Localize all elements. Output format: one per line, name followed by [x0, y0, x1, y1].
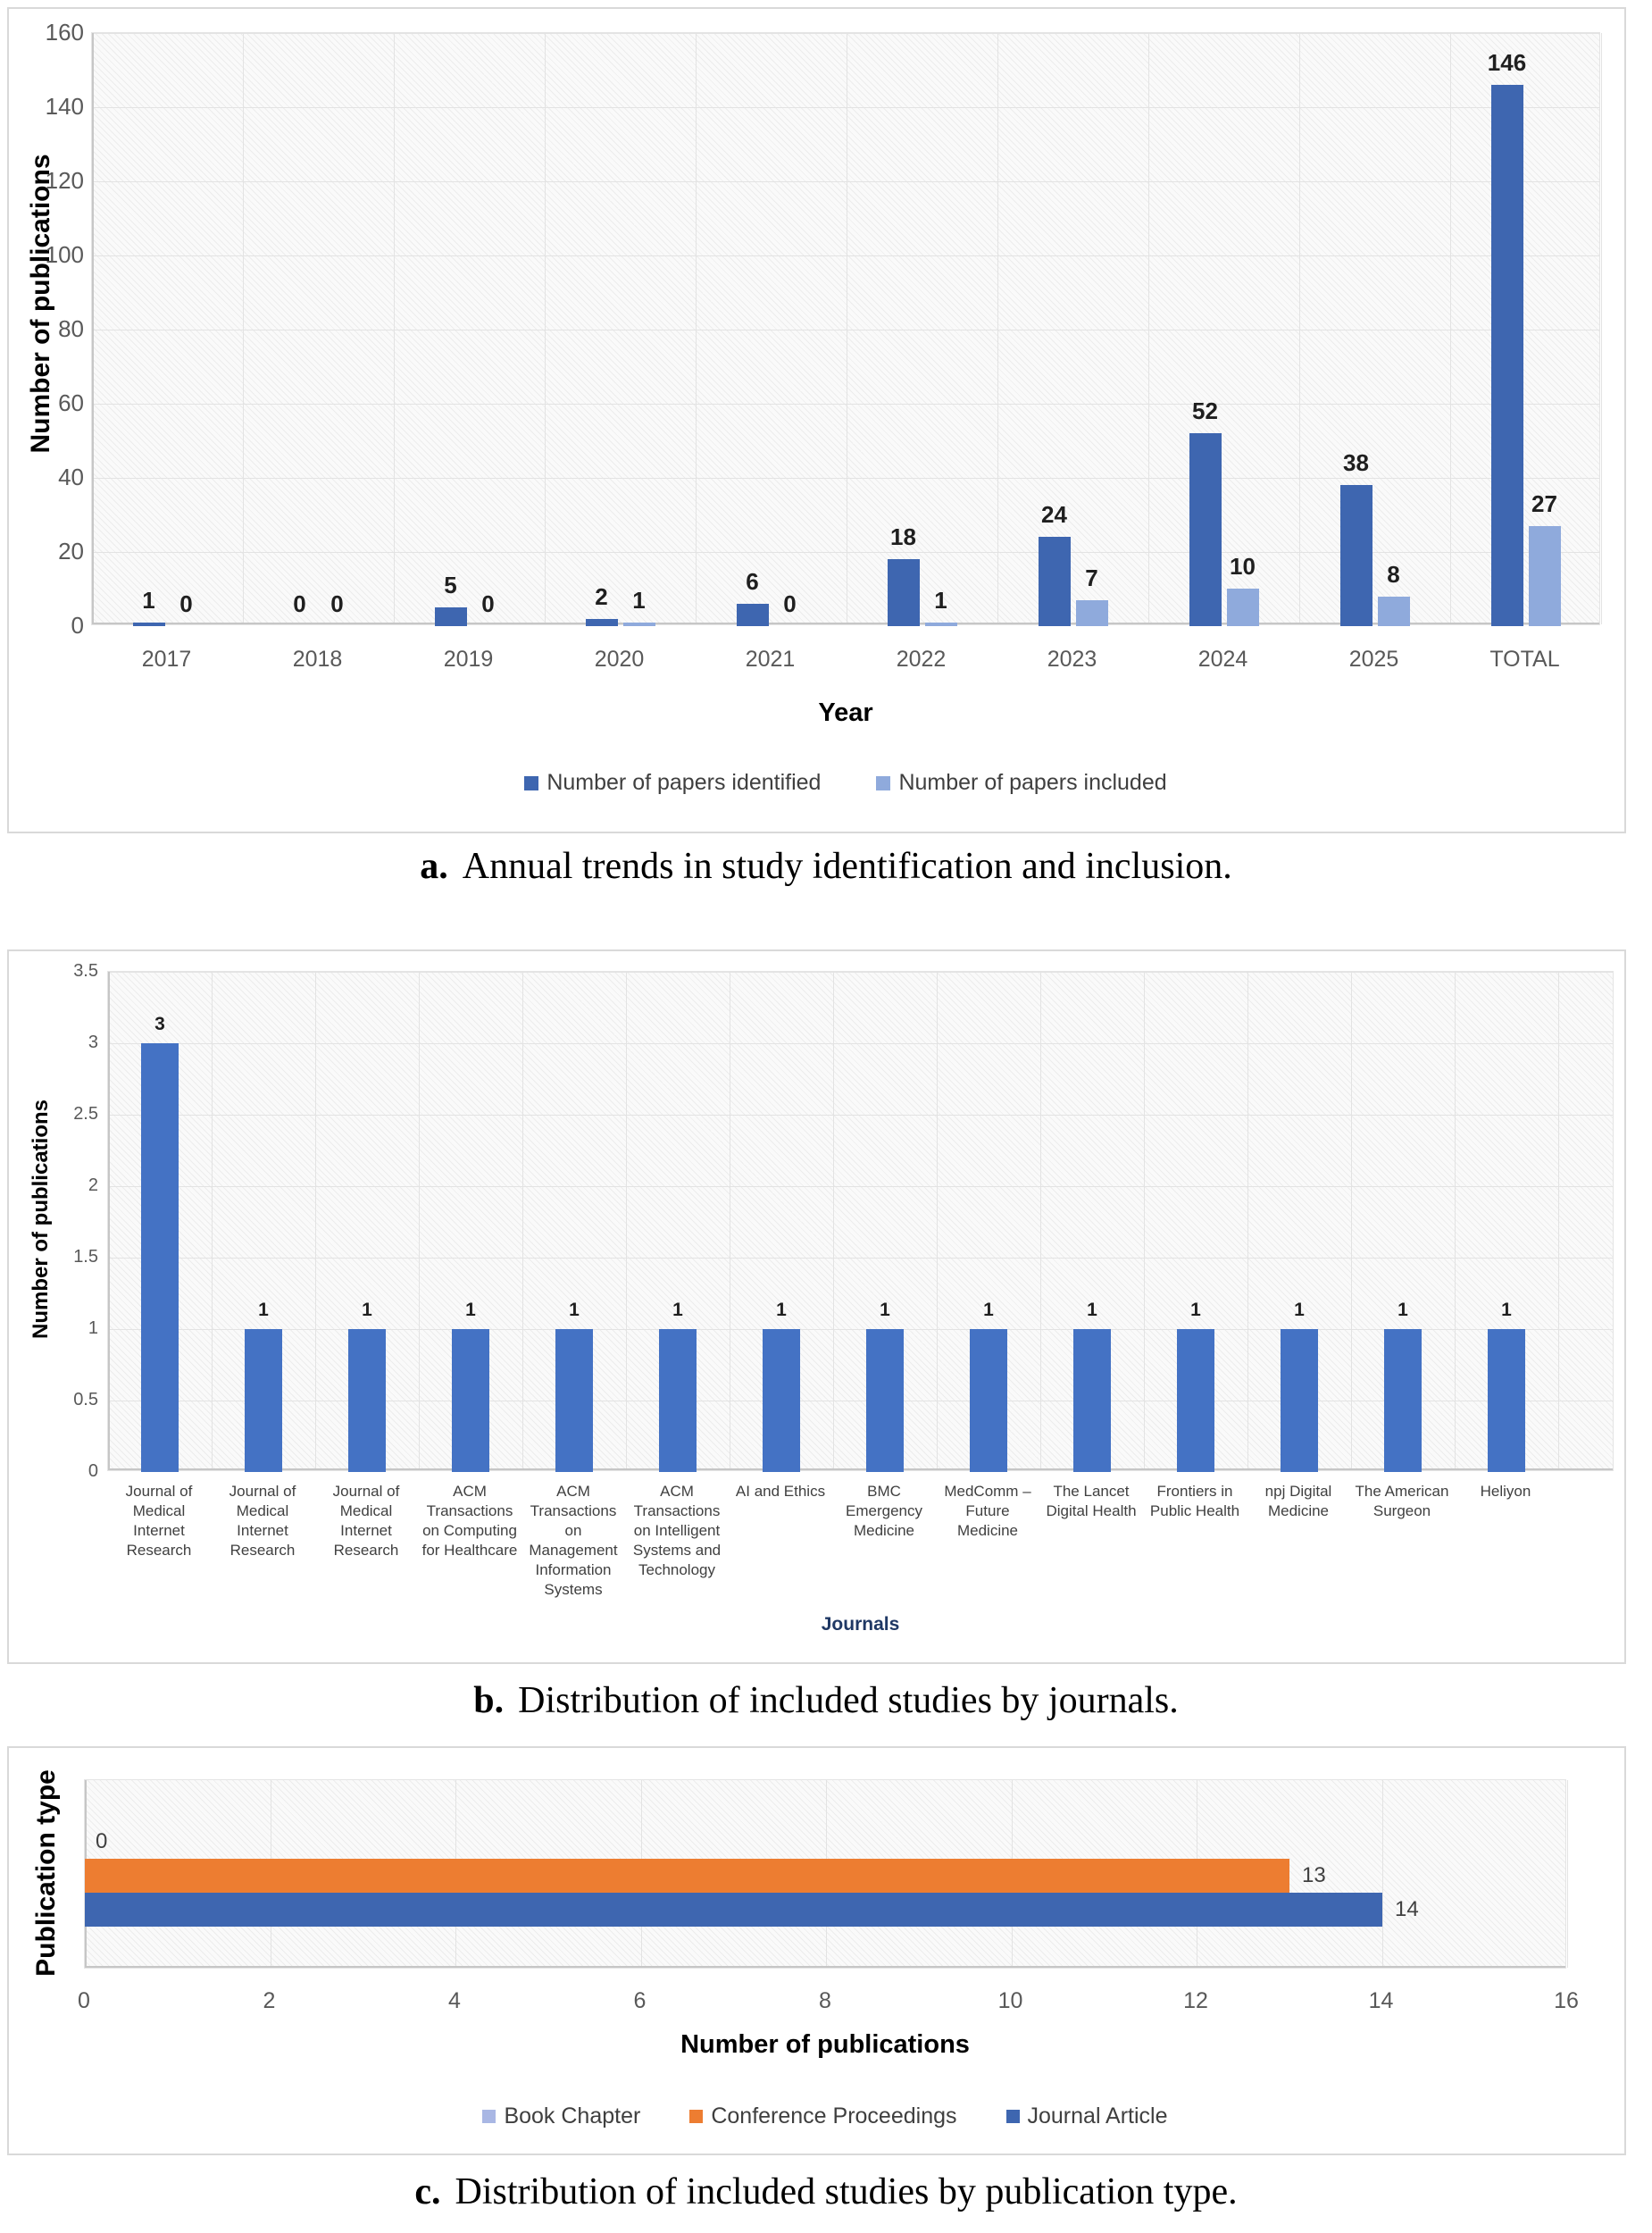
bar — [1384, 1329, 1422, 1472]
bar — [1488, 1329, 1525, 1472]
x-tick-label: 6 — [633, 1988, 647, 2013]
grid-line-v — [419, 972, 420, 1470]
x-tick-label: TOTAL — [1489, 647, 1560, 672]
y-tick-label: 0 — [88, 1461, 98, 1481]
grid-line-v — [1601, 33, 1602, 624]
journal-label: BMC Emergency Medicine — [846, 1483, 922, 1539]
grid-line-v — [1450, 33, 1451, 624]
journal-label: MedComm – Future Medicine — [944, 1483, 1031, 1539]
chart-a-x-axis-title: Year — [818, 698, 873, 727]
x-tick-label: 16 — [1554, 1988, 1579, 2013]
x-tick-label: 2021 — [745, 647, 796, 672]
caption-b-letter: b. — [473, 1680, 505, 1721]
grid-line-v — [1455, 972, 1456, 1470]
bar — [348, 1329, 386, 1472]
bar-value-label: 2 — [595, 583, 608, 610]
legend-item — [524, 770, 821, 796]
grid-line-v — [1144, 972, 1145, 1470]
legend-item — [876, 770, 1166, 796]
chart-b-x-tick-labels — [107, 1482, 1614, 1616]
bar — [85, 1859, 1289, 1893]
chart-a-y-axis-title: Number of publications — [26, 154, 55, 454]
chart-a-plot — [91, 32, 1600, 625]
chart-a-x-tick-labels — [91, 645, 1600, 675]
grid-line-h — [92, 181, 1599, 182]
grid-line-h — [108, 1258, 1613, 1259]
grid-line-v — [1567, 1780, 1568, 1968]
x-tick-label: 12 — [1183, 1988, 1208, 2013]
grid-line-v — [626, 972, 627, 1470]
bar-value-label: 14 — [1395, 1897, 1419, 1921]
chart-c-x-axis-title: Number of publications — [680, 2030, 970, 2059]
journal-label: ACM Transactions on Management Information Systems — [529, 1483, 618, 1598]
bar-value-label: 1 — [465, 1300, 476, 1320]
chart-a-y-tick-labels — [9, 19, 84, 639]
bar-included — [1529, 526, 1561, 626]
bar-value-label: 52 — [1192, 397, 1218, 424]
journal-label: The American Surgeon — [1355, 1483, 1449, 1519]
legend-marker-icon — [689, 2110, 703, 2123]
bar — [763, 1329, 800, 1472]
bar-value-label: 146 — [1487, 49, 1527, 76]
x-tick-label: 2023 — [1047, 647, 1097, 672]
bar-value-label: 1 — [776, 1300, 787, 1320]
grid-line-v — [394, 33, 395, 624]
grid-line-v — [1148, 33, 1149, 624]
y-tick-label: 0.5 — [73, 1390, 98, 1409]
bar-value-label: 27 — [1531, 490, 1557, 517]
chart-a-legend — [91, 770, 1600, 796]
bar-value-label: 1 — [1087, 1300, 1097, 1320]
grid-line-v — [696, 33, 697, 624]
bar-included — [925, 623, 957, 626]
legend-marker-icon — [524, 776, 538, 790]
bar-value-label: 13 — [1302, 1863, 1326, 1887]
grid-line-v — [1247, 972, 1248, 1470]
bar-value-label: 0 — [96, 1829, 108, 1853]
bar-value-label: 1 — [632, 587, 646, 614]
y-tick-label: 40 — [58, 464, 84, 490]
bar-value-label: 1 — [672, 1300, 683, 1320]
chart-b-panel — [7, 949, 1626, 1664]
grid-line-h — [108, 1186, 1613, 1187]
bar-value-label: 0 — [783, 590, 797, 617]
journal-label: ACM Transactions on Intelligent Systems and Technology — [632, 1483, 722, 1578]
journal-label: npj Digital Medicine — [1264, 1483, 1332, 1519]
bar-included — [1076, 600, 1108, 626]
journal-label: The Lancet Digital Health — [1046, 1483, 1137, 1519]
grid-line-v — [997, 33, 998, 624]
x-tick-label: 10 — [997, 1988, 1023, 2013]
y-tick-label: 60 — [58, 389, 84, 416]
y-tick-label: 140 — [45, 93, 84, 120]
grid-line-h — [108, 1043, 1613, 1044]
chart-c-y-axis-title: Publication type — [31, 1769, 61, 1977]
bar-value-label: 0 — [481, 590, 495, 617]
caption-a-text: Annual trends in study identification and inclusion. — [462, 846, 1232, 887]
chart-c-x-tick-labels — [78, 1987, 1584, 2014]
bar-value-label: 1 — [258, 1300, 269, 1320]
legend-label: Journal Article — [1027, 2103, 1168, 2128]
grid-line-h — [92, 478, 1599, 479]
legend-item — [482, 2103, 640, 2129]
bar — [85, 1893, 1382, 1927]
legend-label: Conference Proceedings — [711, 2103, 957, 2128]
bar — [1281, 1329, 1318, 1472]
chart-c-plot — [84, 1779, 1566, 1969]
bar-value-label: 1 — [880, 1300, 890, 1320]
grid-line-v — [937, 972, 938, 1470]
grid-line-v — [1040, 972, 1041, 1470]
bar-identified — [1491, 85, 1523, 626]
x-tick-label: 4 — [448, 1988, 461, 2013]
x-tick-label: 2018 — [292, 647, 343, 672]
bar — [1073, 1329, 1111, 1472]
journal-label: Journal of Medical Internet Research — [332, 1483, 400, 1559]
chart-b-y-axis-title: Number of publications — [29, 1099, 53, 1340]
legend-marker-icon — [1006, 2110, 1020, 2123]
grid-line-h — [92, 33, 1599, 34]
bar — [1177, 1329, 1214, 1472]
legend-label: Book Chapter — [504, 2103, 641, 2128]
caption-a-letter: a. — [420, 846, 448, 887]
bar-value-label: 7 — [1085, 565, 1098, 591]
bar-included — [623, 623, 655, 626]
bar-value-label: 1 — [569, 1300, 580, 1320]
journal-label: Journal of Medical Internet Research — [229, 1483, 296, 1559]
y-tick-label: 1 — [88, 1318, 98, 1338]
x-tick-label: 2020 — [594, 647, 645, 672]
caption-c-letter: c. — [414, 2171, 441, 2212]
y-tick-label: 3.5 — [73, 961, 98, 981]
bar-value-label: 1 — [1398, 1300, 1408, 1320]
y-axis-line — [92, 33, 94, 624]
bar-value-label: 1 — [1294, 1300, 1305, 1320]
bar-value-label: 1 — [1501, 1300, 1512, 1320]
caption-c — [0, 2170, 1652, 2213]
caption-c-text: Distribution of included studies by publication type. — [455, 2171, 1238, 2212]
grid-line-v — [315, 972, 316, 1470]
journal-label: Journal of Medical Internet Research — [125, 1483, 193, 1559]
caption-b-text: Distribution of included studies by journals. — [518, 1680, 1179, 1721]
bar-identified — [133, 623, 165, 626]
y-tick-label: 160 — [45, 19, 84, 46]
x-tick-label: 2017 — [141, 647, 192, 672]
x-tick-label: 2 — [263, 1988, 276, 2013]
chart-c-panel — [7, 1746, 1626, 2155]
grid-line-v — [1351, 972, 1352, 1470]
bar-value-label: 38 — [1343, 449, 1369, 476]
bar-value-label: 6 — [746, 568, 759, 595]
grid-line-h — [92, 552, 1599, 553]
y-tick-label: 2 — [88, 1175, 98, 1195]
legend-marker-icon — [876, 776, 890, 790]
bar — [141, 1043, 179, 1472]
grid-line-h — [108, 1115, 1613, 1116]
bar — [245, 1329, 282, 1472]
grid-line-v — [833, 972, 834, 1470]
x-tick-label: 8 — [819, 1988, 831, 2013]
grid-line-v — [1382, 1780, 1383, 1968]
x-tick-label: 2019 — [443, 647, 494, 672]
x-axis-line — [85, 1966, 1565, 1968]
bar-identified — [1340, 485, 1372, 626]
y-tick-label: 3 — [88, 1033, 98, 1052]
legend-item — [689, 2103, 956, 2129]
bar-included — [1227, 589, 1259, 626]
y-axis-line — [108, 972, 110, 1470]
chart-b-y-tick-labels — [9, 961, 98, 1481]
bar-value-label: 10 — [1230, 553, 1256, 580]
caption-a — [0, 845, 1652, 888]
x-tick-label: 14 — [1368, 1988, 1394, 2013]
bar-value-label: 1 — [983, 1300, 994, 1320]
y-tick-label: 120 — [45, 167, 84, 194]
journal-label: AI and Ethics — [735, 1483, 826, 1500]
journal-label: Heliyon — [1480, 1483, 1531, 1500]
bar-value-label: 24 — [1041, 501, 1067, 528]
legend-label: Number of papers included — [898, 770, 1167, 795]
caption-b — [0, 1679, 1652, 1722]
grid-line-v — [1558, 972, 1559, 1470]
journal-label: ACM Transactions on Computing for Healthcare — [421, 1483, 518, 1559]
bar-value-label: 1 — [142, 587, 155, 614]
bar — [866, 1329, 904, 1472]
bar-value-label: 1 — [362, 1300, 372, 1320]
bar — [659, 1329, 697, 1472]
x-tick-label: 2024 — [1197, 647, 1248, 672]
y-tick-label: 1.5 — [73, 1247, 98, 1267]
bar-value-label: 3 — [154, 1014, 165, 1034]
y-tick-label: 2.5 — [73, 1104, 98, 1124]
y-tick-label: 20 — [58, 538, 84, 565]
grid-line-v — [522, 972, 523, 1470]
y-tick-label: 100 — [45, 241, 84, 268]
y-tick-label: 0 — [71, 612, 84, 639]
grid-line-h — [92, 404, 1599, 405]
grid-line-v — [1299, 33, 1300, 624]
bar-value-label: 0 — [330, 590, 344, 617]
bar-value-label: 1 — [934, 587, 947, 614]
chart-b-plot — [107, 971, 1614, 1471]
chart-c-legend — [84, 2103, 1566, 2129]
x-axis-line — [92, 623, 1599, 624]
grid-line-v — [545, 33, 546, 624]
journal-label: Frontiers in Public Health — [1149, 1483, 1240, 1519]
bar-identified — [1189, 433, 1222, 626]
legend-item — [1006, 2103, 1168, 2129]
legend-label: Number of papers identified — [546, 770, 822, 795]
x-tick-label: 0 — [78, 1988, 90, 2013]
grid-line-h — [92, 255, 1599, 256]
x-tick-label: 2025 — [1348, 647, 1399, 672]
bar — [452, 1329, 489, 1472]
bar-value-label: 1 — [1190, 1300, 1201, 1320]
legend-marker-icon — [482, 2110, 496, 2123]
grid-line-v — [212, 972, 213, 1470]
grid-line-h — [108, 972, 1613, 973]
bar-value-label: 5 — [444, 572, 457, 598]
bar — [555, 1329, 593, 1472]
x-tick-label: 2022 — [896, 647, 947, 672]
grid-line-v — [243, 33, 244, 624]
bar-value-label: 18 — [890, 523, 916, 550]
bar-value-label: 0 — [179, 590, 193, 617]
bar-included — [1378, 597, 1410, 626]
bar-identified — [586, 619, 618, 626]
bar-value-label: 8 — [1387, 561, 1400, 588]
bar-value-label: 0 — [293, 590, 306, 617]
grid-line-h — [92, 107, 1599, 108]
chart-b-x-axis-title: Journals — [821, 1614, 900, 1635]
y-tick-label: 80 — [58, 315, 84, 342]
chart-a-panel — [7, 7, 1626, 833]
bar — [970, 1329, 1007, 1472]
